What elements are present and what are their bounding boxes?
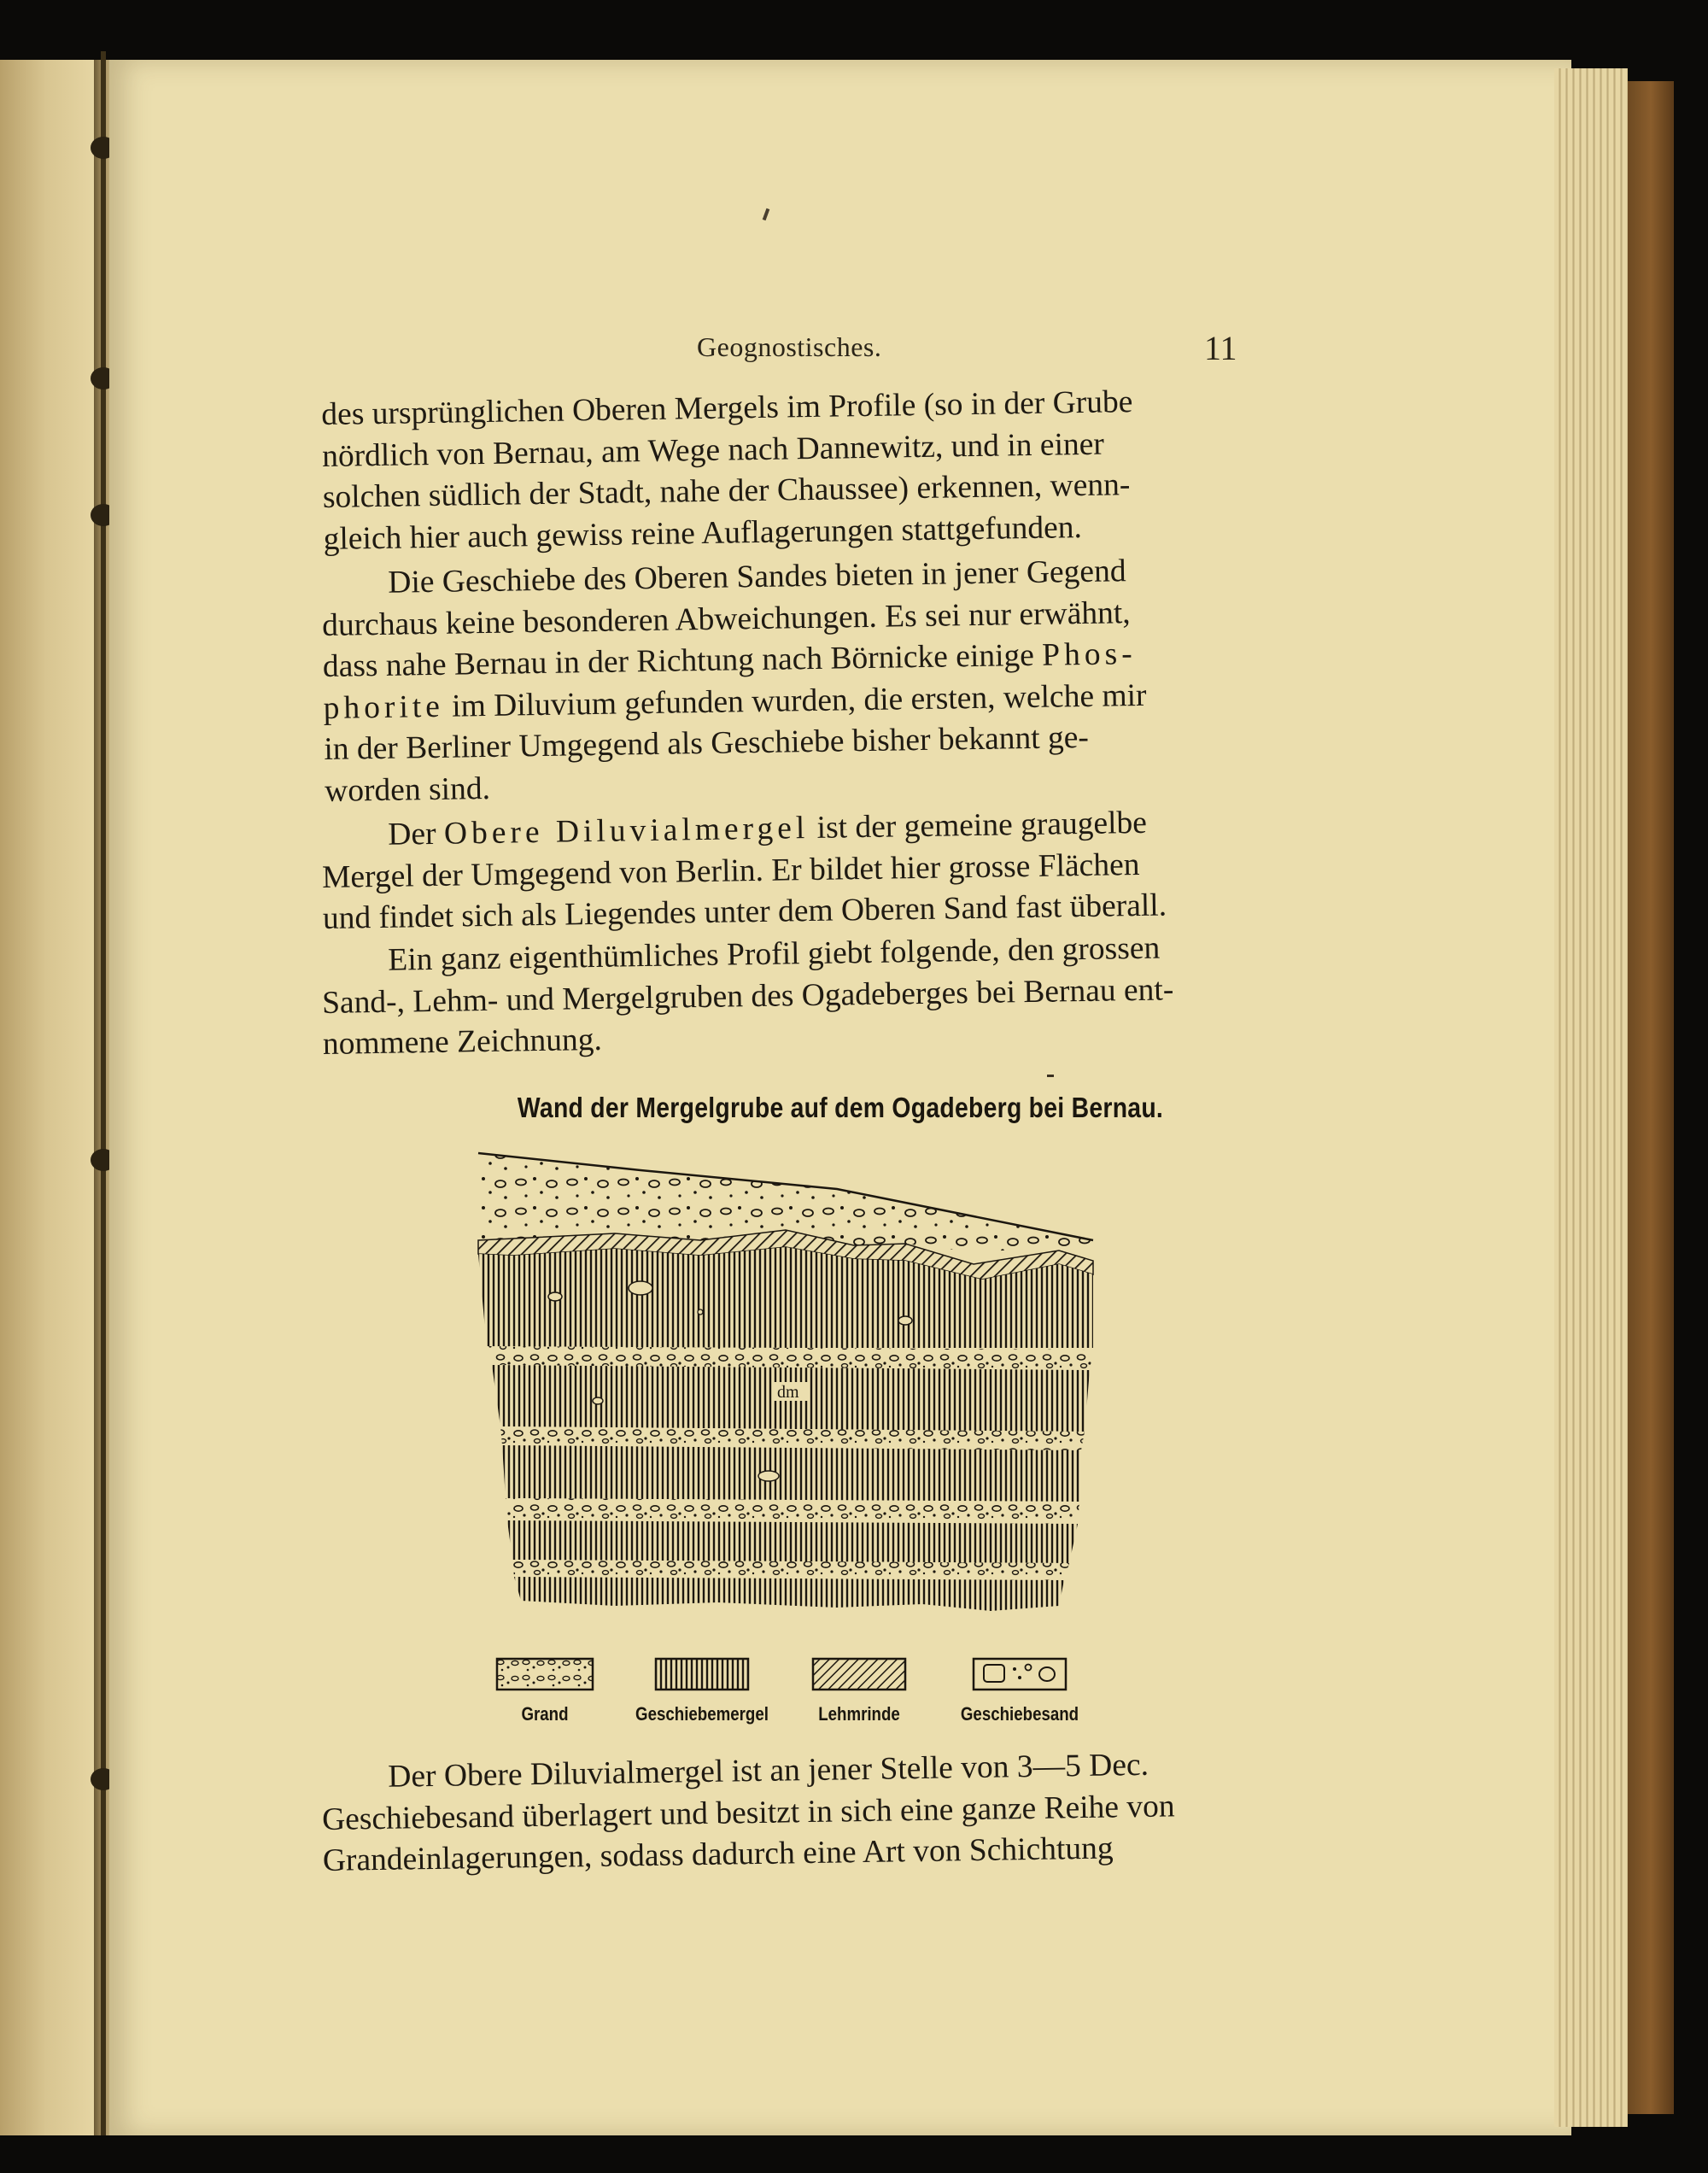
text-line: in der Berliner Umgegend als Geschiebe bisher bekannt ge- xyxy=(324,719,1090,767)
legend-item-lehmrinde xyxy=(811,1657,907,1725)
running-head xyxy=(109,331,1571,374)
text-fragment: dass nahe Bernau in der Richtung nach Börnicke einige xyxy=(322,637,1035,684)
layer-geschiebemergel xyxy=(502,1445,1081,1502)
legend-label-geschiebemergel: Geschiebemergel xyxy=(635,1703,769,1725)
binding-thread xyxy=(101,51,106,2135)
text-line: Geschiebesand überlagert und besitzt in sich eine ganze Reihe von xyxy=(321,1788,1175,1837)
text-line: Mergel der Umgegend von Berlin. Er bildet hier grosse Flächen xyxy=(321,846,1140,895)
layer-geschiebemergel xyxy=(514,1577,1064,1611)
text-fragment: Der xyxy=(388,816,436,852)
legend-swatch-geschiebesand xyxy=(972,1657,1068,1691)
text-line: Der Obere Diluvialmergel ist an jener Stelle von 3—5 Dec. xyxy=(388,1747,1149,1795)
legend-label-grand: Grand xyxy=(521,1703,569,1725)
legend-item-grand xyxy=(495,1657,594,1725)
legend-swatch-lehmrinde xyxy=(811,1657,907,1691)
text-line: des ursprünglichen Oberen Mergels im Profile (so in der Grube xyxy=(321,384,1133,432)
text-line: Ein ganz eigenthümliches Profil giebt folgende, den grossen xyxy=(388,930,1161,978)
paragraph-3 xyxy=(321,801,1242,940)
legend-item-geschiebemergel xyxy=(635,1657,769,1725)
paragraph-2 xyxy=(321,549,1243,812)
text-line: Die Geschiebe des Oberen Sandes bieten in jener Gegend xyxy=(388,554,1126,600)
paragraph-1 xyxy=(321,380,1243,560)
left-page-edge xyxy=(0,60,102,2135)
legend-label-geschiebesand: Geschiebesand xyxy=(960,1703,1079,1725)
text-line: Grandeinlagerungen, sodass dadurch eine Art von Schichtung xyxy=(322,1830,1114,1878)
legend-swatch-grand xyxy=(495,1657,594,1691)
text-line: nördlich von Bernau, am Wege nach Dannewitz, und in einer xyxy=(321,426,1105,474)
text-line: gleich hier auch gewiss reine Auflagerungen stattgefunden. xyxy=(323,509,1083,557)
text-fragment: im Diluvium gefunden wurden, die ersten, welche mir xyxy=(451,677,1147,724)
text-line: durchaus keine besonderen Abweichungen. Es sei nur erwähnt, xyxy=(321,594,1131,643)
spaced-term: Phos- xyxy=(1041,636,1137,673)
paragraph-5 xyxy=(321,1743,1242,1882)
page-stack-edges xyxy=(1554,68,1628,2127)
legend-label-lehmrinde: Lehmrinde xyxy=(818,1703,900,1725)
layer-grand xyxy=(506,1498,1079,1524)
text-line: solchen südlich der Stadt, nahe der Chaussee) erkennen, wenn- xyxy=(322,467,1131,515)
geological-profile-figure xyxy=(461,1145,1110,1623)
layer-grand xyxy=(512,1560,1069,1580)
running-head-title: Geognostisches. xyxy=(697,331,882,362)
legend-swatch-geschiebemergel xyxy=(654,1657,750,1691)
layer-geschiebemergel xyxy=(507,1520,1078,1563)
paragraph-4 xyxy=(321,927,1242,1065)
figure-title: Wand der Mergelgrube auf dem Ogadeberg bei Bernau. xyxy=(517,1092,1164,1123)
page-number: 11 xyxy=(1204,329,1237,367)
printer-mark xyxy=(1047,1075,1054,1077)
figure-legend xyxy=(487,1657,1085,1725)
book-cover xyxy=(1628,81,1674,2114)
text-line: worden sind. xyxy=(324,770,491,809)
label-dm: dm xyxy=(777,1383,799,1402)
text-fragment: ist der gemeine graugelbe xyxy=(816,805,1148,846)
text-line: und findet sich als Liegendes unter dem Oberen Sand fast überall. xyxy=(322,887,1167,936)
legend-item-geschiebesand xyxy=(960,1657,1079,1725)
spaced-term: Obere Diluvialmergel xyxy=(443,811,810,852)
text-line: Sand-, Lehm- und Mergelgruben des Ogadeberges bei Bernau ent- xyxy=(321,971,1174,1021)
text-line: nommene Zeichnung. xyxy=(322,1022,603,1062)
spaced-term: phorite xyxy=(323,688,445,726)
